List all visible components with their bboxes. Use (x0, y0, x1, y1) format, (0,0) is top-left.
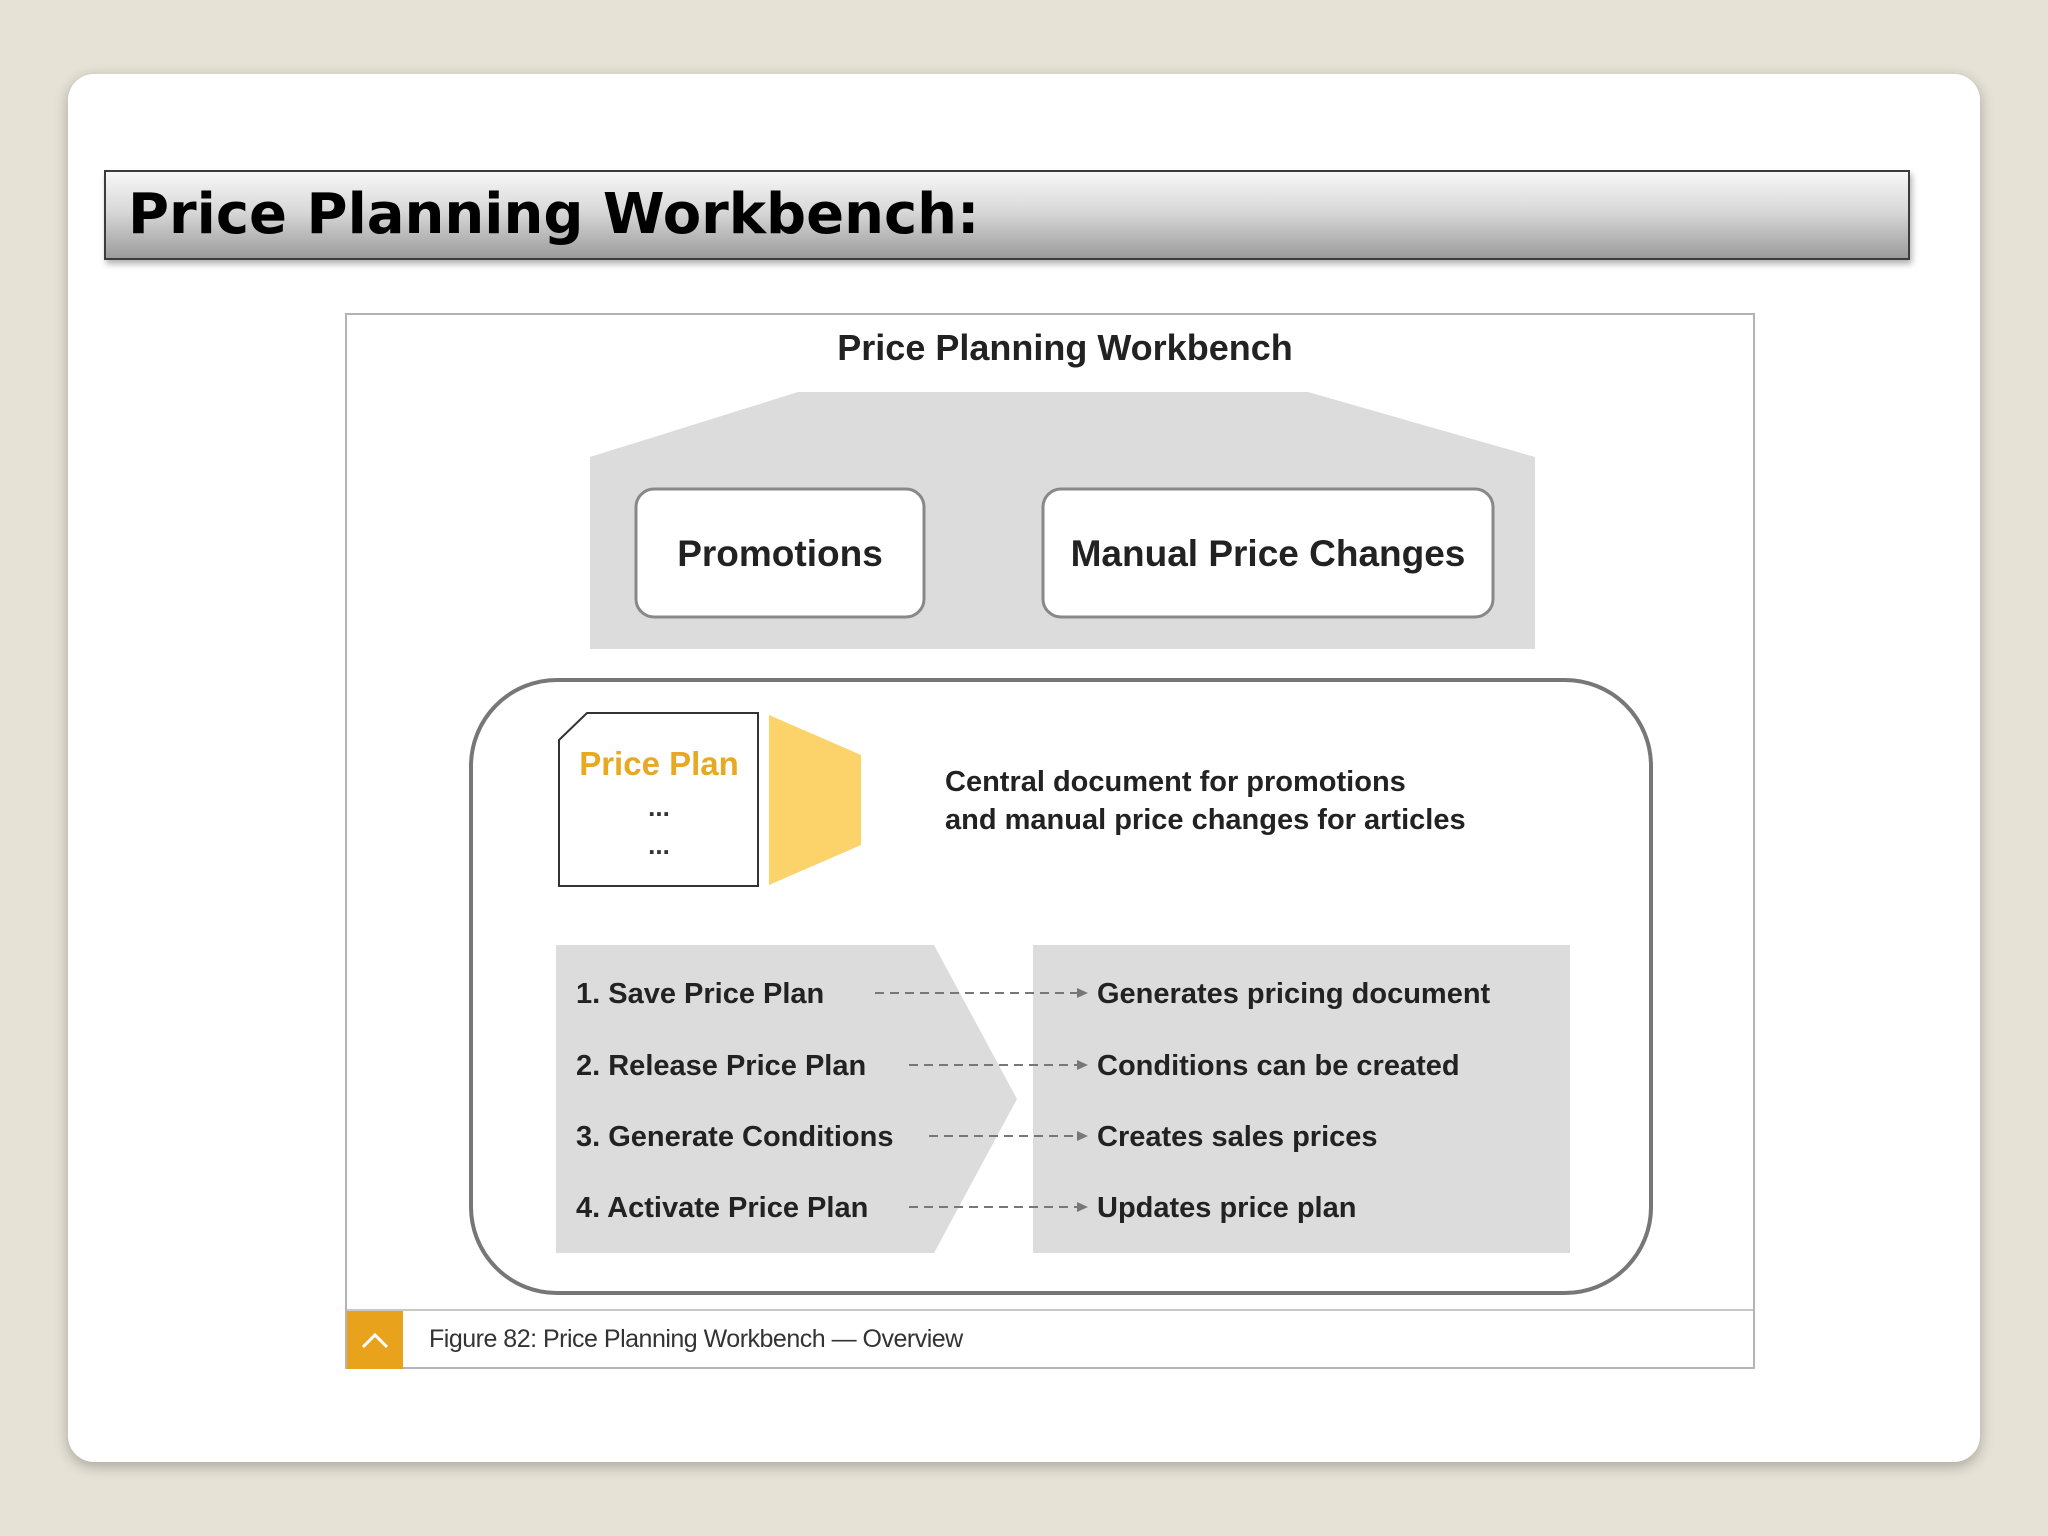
caret-up-icon (347, 1311, 403, 1369)
promotions-label: Promotions (677, 533, 883, 574)
figure (345, 313, 1755, 1369)
price-plan-ellipsis-2: ... (648, 830, 670, 860)
price-plan-ellipsis-1: ... (648, 792, 670, 822)
diagram-heading: Price Planning Workbench (837, 327, 1293, 368)
price-plan-description-line2: and manual price changes for articles (945, 804, 1466, 836)
slide-title-bar (104, 170, 1910, 260)
diagram (347, 315, 1753, 1309)
price-plan-description-line1: Central document for promotions (945, 766, 1406, 798)
step-1-action: 1. Save Price Plan (576, 978, 825, 1010)
step-2-action: 2. Release Price Plan (576, 1050, 867, 1082)
step-3-result: Creates sales prices (1097, 1121, 1378, 1153)
manual-price-changes-label: Manual Price Changes (1070, 533, 1466, 574)
figure-caption: Figure 82: Price Planning Workbench — Overview (429, 1325, 963, 1353)
step-4-action: 4. Activate Price Plan (576, 1192, 869, 1224)
step-4-result: Updates price plan (1097, 1192, 1357, 1224)
slide-title: Price Planning Workbench: (128, 182, 980, 247)
step-1-result: Generates pricing document (1097, 978, 1491, 1010)
step-2-result: Conditions can be created (1097, 1050, 1460, 1082)
step-3-action: 3. Generate Conditions (576, 1121, 894, 1153)
figure-caption-row (347, 1309, 1753, 1369)
price-plan-title: Price Plan (579, 745, 739, 782)
